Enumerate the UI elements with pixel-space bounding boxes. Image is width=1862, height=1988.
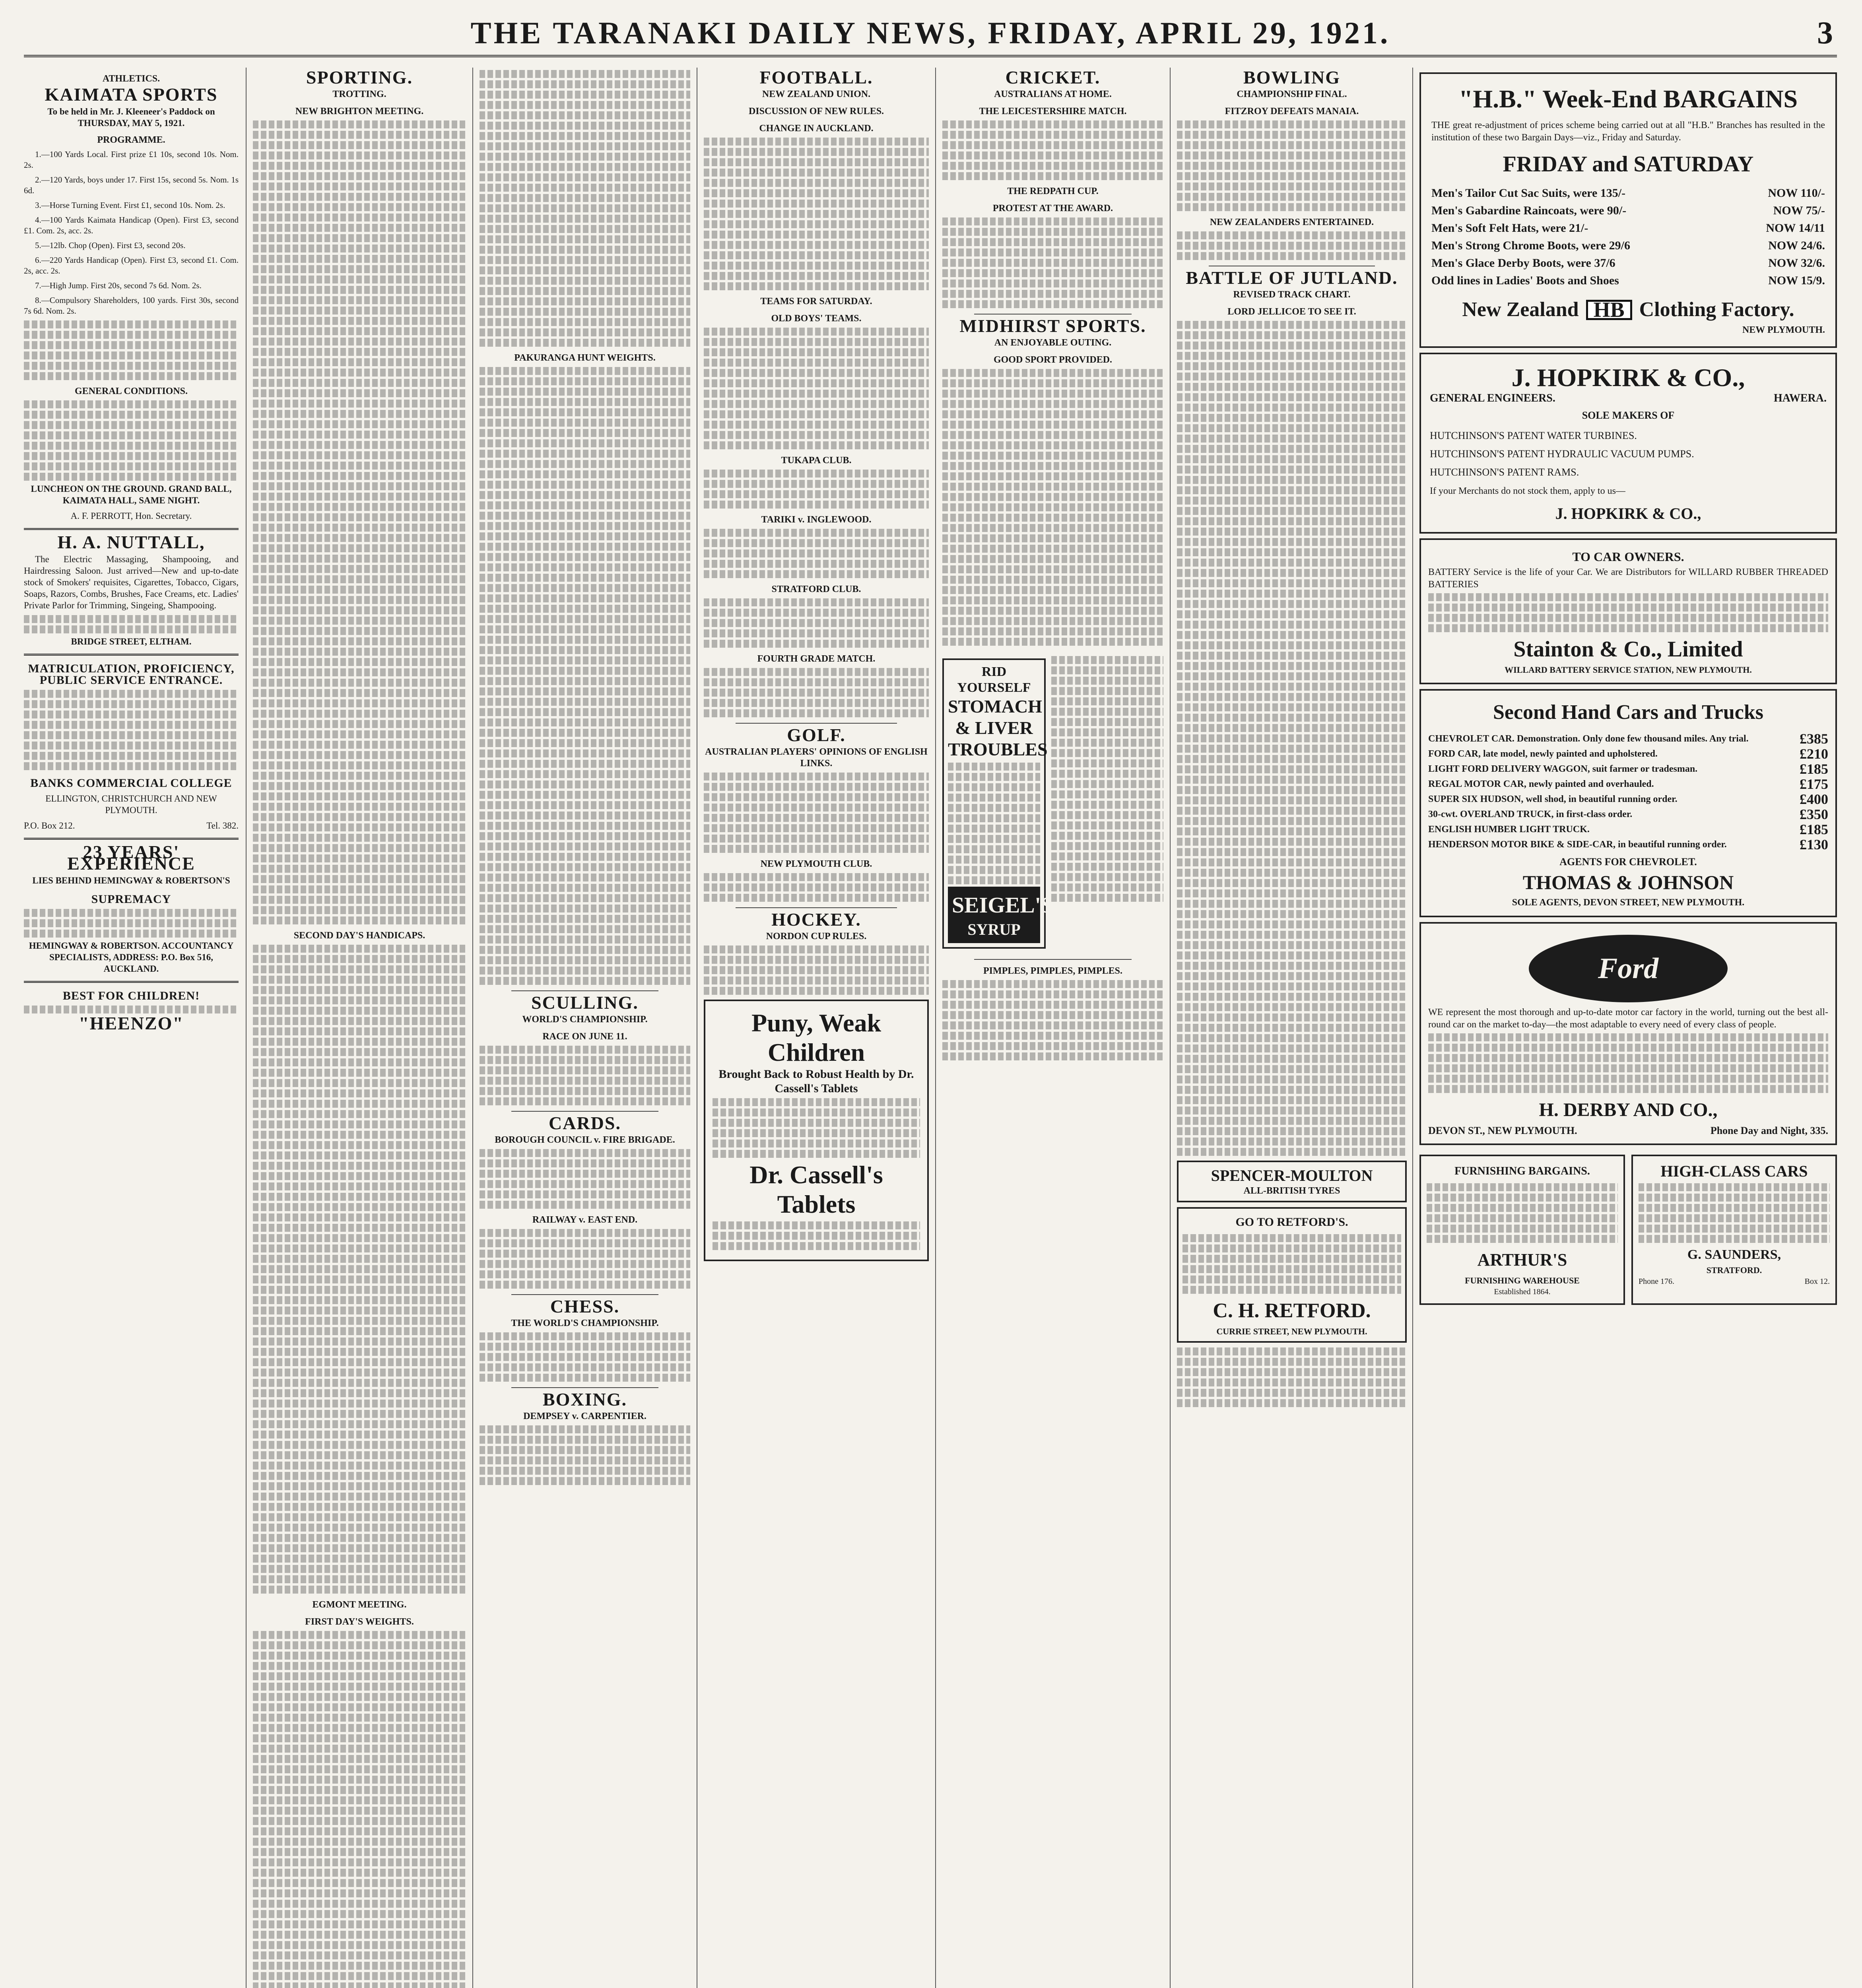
newspaper-title: THE TARANAKI DAILY NEWS, FRIDAY, APRIL 29, 1921. [470, 16, 1390, 50]
second-day-heading: SECOND DAY'S HANDICAPS. [293, 930, 425, 941]
college-tel: Tel. 382. [206, 821, 239, 831]
cards-heading: CARDS. [549, 1113, 621, 1133]
car-item: FORD CAR, late model, newly painted and upholstered. £210 [1428, 746, 1828, 762]
masthead [24, 11, 1837, 57]
heenzo-name: "HEENZO" [79, 1013, 184, 1033]
car-item: ENGLISH HUMBER LIGHT TRUCK. £185 [1428, 821, 1828, 837]
page-number: 3 [1817, 16, 1833, 50]
arthur-est: Established 1864. [1494, 1287, 1551, 1296]
hb-item: Men's Soft Felt Hats, were 21/- NOW 14/11 [1431, 221, 1825, 235]
programme-item: 6.—220 Yards Handicap (Open). First £3, second £1. Com. 2s, acc. 2s. [24, 255, 239, 276]
arthur-ad [1419, 1155, 1625, 1305]
arthur-name: ARTHUR'S [1477, 1250, 1567, 1270]
cassell-headline: Puny, Weak Children [751, 1009, 881, 1066]
column-racing [480, 68, 690, 1988]
trotting-heading: TROTTING. [332, 89, 386, 99]
athletics-intro: To be held in Mr. J. Kleeneer's Paddock on THURSDAY, MAY 5, 1921. [47, 107, 215, 128]
hopkirk-makers: SOLE MAKERS OF [1582, 410, 1675, 421]
football-heading: FOOTBALL. [759, 68, 873, 87]
football-tukapa: TUKAPA CLUB. [781, 455, 852, 466]
hb-item: Odd lines in Ladies' Boots and Shoes NOW 15/9. [1431, 274, 1825, 287]
column-rule [472, 68, 473, 1988]
willard-heading: TO CAR OWNERS. [1572, 549, 1684, 564]
ford-ad [1419, 922, 1837, 1145]
cricket-sub: AUSTRALIANS AT HOME. [994, 89, 1112, 99]
hb-item: Men's Strong Chrome Boots, were 29/6 NOW 24/6. [1431, 239, 1825, 252]
column-football [704, 68, 929, 1988]
sculling-sub: WORLD'S CHAMPIONSHIP. [522, 1014, 648, 1025]
sporting-heading: SPORTING. [306, 68, 413, 87]
programme-item: 7.—High Jump. First 20s, second 7s 6d. Nom. 2s. [35, 281, 202, 290]
chess-sub: THE WORLD'S CHAMPIONSHIP. [511, 1318, 659, 1328]
bowling-sub2: FITZROY DEFEATS MANAIA. [1225, 106, 1359, 116]
college-box: P.O. Box 212. [24, 821, 75, 831]
football-teams: TEAMS FOR SATURDAY. [760, 296, 872, 307]
cricket-leicester: THE LEICESTERSHIRE MATCH. [979, 106, 1127, 116]
retford-heading: GO TO RETFORD'S. [1235, 1215, 1348, 1229]
hb-item: Men's Gabardine Raincoats, were 90/- NOW 75/- [1431, 204, 1825, 217]
pakuranga-heading: PAKURANGA HUNT WEIGHTS. [514, 353, 656, 363]
programme-item: 3.—Horse Turning Event. First £1, second 10s. Nom. 2s. [35, 200, 225, 210]
spencer-name: SPENCER-MOULTON [1211, 1167, 1373, 1184]
football-stratford: STRATFORD CLUB. [771, 584, 861, 594]
chess-heading: CHESS. [550, 1296, 620, 1316]
cassell-brand: Dr. Cassell's Tablets [749, 1161, 883, 1218]
midhirst-sub2: GOOD SPORT PROVIDED. [993, 355, 1113, 365]
willard-sub: WILLARD BATTERY SERVICE STATION, NEW PLYMOUTH. [1505, 665, 1752, 675]
column-ads [1419, 68, 1837, 1988]
hemingway-firm: HEMINGWAY & ROBERTSON. ACCOUNTANCY SPECIALISTS, ADDRESS: P.O. Box 516, AUCKLAND. [29, 941, 234, 974]
column-rule [1170, 68, 1171, 1988]
ford-phone: Phone Day and Night, 335. [1710, 1125, 1828, 1136]
sculling-race: RACE ON JUNE 11. [542, 1031, 627, 1042]
cars-heading: Second Hand Cars and Trucks [1493, 701, 1764, 724]
ford-firm: H. DERBY AND CO., [1539, 1099, 1718, 1120]
bowling-sub: CHAMPIONSHIP FINAL. [1237, 89, 1347, 99]
midhirst-sub: AN ENJOYABLE OUTING. [994, 338, 1112, 348]
seigel-brand: SEIGEL'S [952, 893, 1054, 918]
car-item: HENDERSON MOTOR BIKE & SIDE-CAR, in beautiful running order. £130 [1428, 837, 1828, 852]
column-sporting [253, 68, 466, 1988]
pimples-heading: PIMPLES, PIMPLES, PIMPLES. [983, 966, 1123, 976]
column-athletics [24, 68, 239, 1988]
column-bowling [1177, 68, 1407, 1988]
willard-body: BATTERY Service is the life of your Car. We are Distributors for WILLARD RUBBER THREADED BATTERIES [1428, 567, 1828, 590]
column-rule [1412, 68, 1413, 1988]
spencer-ad [1177, 1161, 1407, 1202]
spencer-sub: ALL-BRITISH TYRES [1243, 1186, 1340, 1196]
jutland-sub: REVISED TRACK CHART. [1233, 289, 1351, 300]
nuttall-body: The Electric Massaging, Shampooing, and Hairdressing Saloon. Just arrived—New and up-to-date stock of Smokers' requisites, Cigarettes, Tobacco, Cigars, Soaps, Razors, Combs, Brushes, Face Creams, etc. Ladies' Private Parlor for Trimming, Singeing, Shampooing. [24, 554, 239, 610]
hb-title: "H.B." Week-End BARGAINS [1458, 85, 1798, 113]
programme-item: 1.—100 Yards Local. First prize £1 10s, second 10s. Nom. 2s. [24, 149, 239, 170]
cricket-protest: PROTEST AT THE AWARD. [992, 203, 1113, 214]
cards-sub: BOROUGH COUNCIL v. FIRE BRIGADE. [495, 1135, 675, 1145]
cricket-heading: CRICKET. [1005, 68, 1101, 87]
hopkirk-note: If your Merchants do not stock them, apply to us— [1430, 486, 1625, 496]
jutland-heading: BATTLE OF JUTLAND. [1186, 268, 1398, 288]
ford-address: DEVON ST., NEW PLYMOUTH. [1428, 1125, 1577, 1136]
cars-sub: SOLE AGENTS, DEVON STREET, NEW PLYMOUTH. [1512, 897, 1745, 908]
athletics-heading: ATHLETICS. [102, 74, 160, 84]
saunders-town: STRATFORD. [1706, 1265, 1762, 1275]
midhirst-heading: MIDHIRST SPORTS. [959, 316, 1146, 336]
luncheon-note: LUNCHEON ON THE GROUND. GRAND BALL, KAIMATA HALL, SAME NIGHT. [31, 484, 232, 505]
arthur-sub: FURNISHING WAREHOUSE [1465, 1276, 1580, 1285]
sculling-heading: SCULLING. [531, 992, 639, 1013]
hockey-sub: NORDON CUP RULES. [766, 931, 867, 942]
programme-item: 4.—100 Yards Kaimata Handicap (Open). First £3, second £1. Com. 2s, acc. 2s. [24, 215, 239, 235]
bowling-heading: BOWLING [1243, 68, 1341, 87]
hopkirk-name-footer: J. HOPKIRK & CO., [1555, 505, 1701, 522]
cars-agents-label: AGENTS FOR CHEVROLET. [1559, 856, 1697, 868]
car-item: REGAL MOTOR CAR, newly painted and overhauled. £175 [1428, 776, 1828, 792]
programme-item: 5.—12lb. Chop (Open). First £3, second 20s. [35, 241, 186, 250]
cards-railway: RAILWAY v. EAST END. [532, 1215, 638, 1225]
egmont-heading: EGMONT MEETING. [312, 1600, 407, 1610]
football-discussion: DISCUSSION OF NEW RULES. [748, 106, 884, 116]
car-item: CHEVROLET CAR. Demonstration. Only done few thousand miles. Any trial. £385 [1428, 731, 1828, 747]
football-tariki: TARIKI v. INGLEWOOD. [761, 514, 872, 525]
cricket-redpath: THE REDPATH CUP. [1007, 186, 1099, 196]
college-address: ELLINGTON, CHRISTCHURCH AND NEW PLYMOUTH. [45, 794, 217, 815]
hopkirk-product: HUTCHINSON'S PATENT RAMS. [1430, 466, 1579, 478]
saunders-name: G. SAUNDERS, [1687, 1247, 1781, 1262]
hopkirk-ad [1419, 353, 1837, 534]
football-old-boys: OLD BOYS' TEAMS. [771, 313, 862, 324]
seigel-syrup: SYRUP [967, 920, 1021, 938]
ford-body: WE represent the most thorough and up-to-date motor car factory in the world, turning out the best all-round car on the market to-day—the most adaptable to every need of every class of people. [1428, 1007, 1828, 1030]
programme-item: 2.—120 Yards, boys under 17. First 15s, second 5s. Nom. 1s 6d. [24, 175, 239, 195]
programme-item: 8.—Compulsory Shareholders, 100 yards. First 30s, second 7s 6d. Nom. 2s. [24, 295, 239, 316]
saunders-box: Box 12. [1804, 1277, 1830, 1286]
hockey-heading: HOCKEY. [771, 909, 861, 930]
cars-firm: THOMAS & JOHNSON [1522, 871, 1734, 893]
jutland-sub2: LORD JELLICOE TO SEE IT. [1227, 307, 1356, 317]
boxing-heading: BOXING. [542, 1389, 627, 1409]
hb-left-word: New Zealand [1462, 298, 1579, 321]
cassell-sub: Brought Back to Robust Health by Dr. Cassell's Tablets [718, 1068, 914, 1095]
secretary: A. F. PERROTT, Hon. Secretary. [70, 511, 192, 521]
conditions-label: GENERAL CONDITIONS. [74, 386, 188, 396]
hopkirk-product: HUTCHINSON'S PATENT HYDRAULIC VACUUM PUMPS. [1430, 448, 1694, 460]
hb-item: Men's Glace Derby Boots, were 37/6 NOW 32/6. [1431, 256, 1825, 270]
boxing-sub: DEMPSEY v. CARPENTIER. [523, 1411, 647, 1421]
ford-logo: Ford [1529, 935, 1728, 1002]
retford-name: C. H. RETFORD. [1213, 1299, 1371, 1322]
saunders-phone: Phone 176. [1639, 1277, 1674, 1286]
matric-heading: MATRICULATION, PROFICIENCY, PUBLIC SERVICE ENTRANCE. [28, 662, 235, 687]
column-rule [246, 68, 247, 1988]
programme-label: PROGRAMME. [97, 135, 165, 145]
hopkirk-sub: GENERAL ENGINEERS. [1430, 392, 1555, 404]
bowling-nz-entertained: NEW ZEALANDERS ENTERTAINED. [1210, 217, 1374, 227]
football-change: CHANGE IN AUCKLAND. [759, 123, 874, 134]
football-union: NEW ZEALAND UNION. [762, 89, 871, 99]
car-item: 30-cwt. OVERLAND TRUCK, in first-class order. £350 [1428, 806, 1828, 822]
golf-new-plymouth: NEW PLYMOUTH CLUB. [760, 859, 872, 869]
golf-sub: AUSTRALIAN PLAYERS' OPINIONS OF ENGLISH LINKS. [705, 747, 928, 769]
first-day-heading: FIRST DAY'S WEIGHTS. [305, 1617, 414, 1627]
hemingway-supremacy: SUPREMACY [91, 893, 171, 906]
car-item: SUPER SIX HUDSON, well shod, in beautiful running order. £400 [1428, 791, 1828, 807]
saunders-heading: HIGH-CLASS CARS [1660, 1162, 1808, 1180]
cars-ad [1419, 689, 1837, 917]
hb-days: FRIDAY and SATURDAY [1503, 152, 1754, 177]
brighton-meeting: NEW BRIGHTON MEETING. [295, 106, 424, 116]
column-rule [935, 68, 936, 1988]
hopkirk-town: HAWERA. [1773, 392, 1827, 404]
nuttall-footer: BRIDGE STREET, ELTHAM. [71, 637, 192, 646]
hb-logo: HB [1586, 300, 1632, 320]
hopkirk-name: J. HOPKIRK & CO., [1511, 363, 1745, 392]
column-cricket [942, 68, 1163, 1988]
retford-address: CURRIE STREET, NEW PLYMOUTH. [1216, 1326, 1367, 1336]
heenzo-heading: BEST FOR CHILDREN! [62, 989, 200, 1002]
football-fourth-grade: FOURTH GRADE MATCH. [757, 654, 876, 664]
willard-firm: Stainton & Co., Limited [1513, 637, 1743, 662]
hb-intro: THE great re-adjustment of prices scheme being carried out at all "H.B." Branches has resulted in the institution of these two Bargain Days—viz., Friday and Saturday. [1431, 120, 1825, 143]
athletics-title: KAIMATA SPORTS [45, 84, 218, 105]
car-item: LIGHT FORD DELIVERY WAGGON, suit farmer or tradesman. £185 [1428, 761, 1828, 777]
hb-item: Men's Tailor Cut Sac Suits, were 135/- NOW 110/- [1431, 186, 1825, 200]
seigel-line1: RID YOURSELF [957, 664, 1031, 695]
hopkirk-product: HUTCHINSON'S PATENT WATER TURBINES. [1430, 430, 1637, 441]
nuttall-name: H. A. NUTTALL, [57, 532, 205, 552]
seigel-line2: STOMACH & LIVER TROUBLES [948, 696, 1048, 759]
hb-right-word: Clothing Factory. [1639, 298, 1794, 321]
arthur-heading: FURNISHING BARGAINS. [1454, 1165, 1590, 1177]
hemingway-sub: LIES BEHIND HEMINGWAY & ROBERTSON'S [32, 876, 230, 885]
golf-heading: GOLF. [787, 725, 846, 745]
cassell-ad [704, 1000, 929, 1261]
saunders-ad [1631, 1155, 1837, 1305]
hb-ad [1419, 72, 1837, 348]
hemingway-heading: 23 YEARS' EXPERIENCE [67, 842, 195, 874]
seigel-ad [942, 654, 1054, 953]
willard-ad [1419, 538, 1837, 684]
college-name: BANKS COMMERCIAL COLLEGE [30, 777, 232, 790]
retford-ad [1177, 1207, 1407, 1343]
hb-footer: NEW PLYMOUTH. [1742, 325, 1825, 335]
